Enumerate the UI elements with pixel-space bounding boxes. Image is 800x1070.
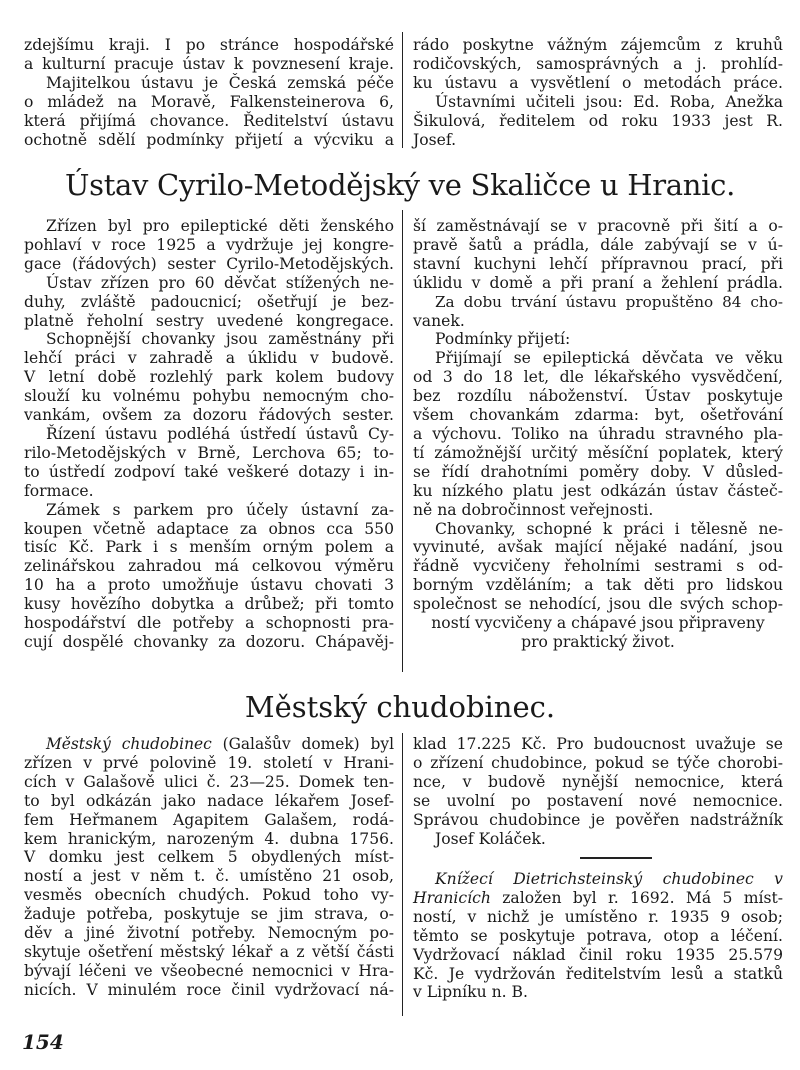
section-title: Městský chudobinec. [244, 690, 556, 724]
text-line: slouží ku volnému pohybu nemocným cho- [24, 387, 394, 406]
text-line: od 3 do 18 let, dle lékařského vysvědčení, [413, 368, 783, 387]
text-line: cích v Galašově ulici č. 23—25. Domek ten- [24, 772, 394, 791]
text-line: společnost se nehodící, jsou dle svých schop- [413, 595, 783, 614]
text-line: bez rozdílu náboženství. Ústav poskytuje [413, 387, 783, 406]
section2-right-column [413, 735, 783, 848]
text-line: Kč. Je vydržován ředitelstvím lesů a statků [413, 964, 783, 983]
separator-rule [580, 857, 652, 859]
text-line: vanek. [413, 311, 465, 330]
text-fragment: (Galašův domek) byl [211, 735, 394, 753]
page-number: 154 [22, 1030, 64, 1054]
top-right-column [413, 36, 783, 149]
text-line: duhy, zvláště padoucnicí; ošetřují je bez- [24, 292, 394, 311]
text-line: Josef. [413, 130, 457, 149]
text-line: všem chovankám zdarma: byt, ošetřování [413, 406, 783, 425]
text-line: skytuje ošetření městský lékař a z větší části [24, 942, 394, 961]
text-line: vesměs obecních chudých. Pokud toho vy- [24, 886, 394, 905]
text-line: platně řeholní sestry uvedené kongregace. [24, 311, 394, 330]
column-divider [402, 210, 403, 672]
text-line: řádně vycvičeny řeholními sestrami s od- [413, 557, 783, 576]
text-line: V domku jest celkem 5 obydlených míst- [24, 848, 394, 867]
text-line: kusy hovězího dobytka a drůbež; při tomto [24, 595, 394, 614]
text-fragment: založen byl r. 1692. Má 5 míst- [490, 888, 783, 907]
text-line: zelinářskou zahradou má celkovou výměru [24, 557, 394, 576]
text-line: to ústředí zodpoví také veškeré dotazy i in- [24, 462, 394, 481]
text-line: rilo-Metodějských v Brně, Lerchova 65; to- [24, 443, 394, 462]
text-line: Majitelkou ústavu je Česká zemská péče [46, 73, 394, 92]
text-line: ší zaměstnávají se v pracovně při šití a o- [413, 217, 783, 235]
column-divider-top [402, 32, 403, 148]
text-line: Knížecí Dietrichsteinský chudobinec v [435, 870, 783, 888]
text-line: Zámek s parkem pro účely ústavní za- [46, 500, 394, 519]
text-line: ku nízkého platu jest odkázán ústav částeč- [413, 481, 783, 500]
text-line: Ústavními učiteli jsou: Ed. Roba, Anežka [435, 92, 783, 111]
text-line: nicích. V minulém roce činil vydržovací ná- [24, 980, 394, 999]
text-line: Šikulová, ředitelem od roku 1933 jest R. [413, 111, 783, 130]
text-line: to byl odkázán jako nadace lékařem Josef- [24, 791, 394, 810]
text-line: rádo poskytne vážným zájemcům z kruhů [413, 36, 783, 54]
text-line: se řídí drahotními poměry doby. V důsled- [413, 462, 783, 481]
text-line: pro praktický život. [521, 632, 675, 651]
text-line: formace. [24, 481, 94, 500]
section2-left-column [24, 735, 394, 1000]
text-line: nce, v budově nynější nemocnice, která [413, 772, 783, 791]
text-line: ně na dobročinnost veřejnosti. [413, 500, 654, 519]
text-line: žaduje potřeba, poskytuje se jim strava, o- [24, 905, 394, 924]
text-line: ností a jest v něm t. č. umístěno 21 osob, [24, 867, 394, 886]
text-line: zřízen v prvé polovině 19. století v Hrani- [24, 753, 394, 772]
text-line: těmto se poskytuje potrava, otop a léčení. [413, 926, 783, 945]
text-line: o mládež na Moravě, Falkensteinerova 6, [24, 92, 394, 111]
text-line: Za dobu trvání ústavu propuštěno 84 cho- [435, 292, 783, 311]
text-line: Chovanky, schopné k práci i tělesně ne- [435, 519, 783, 538]
text-line: kem hranickým, narozeným 4. dubna 1756. [24, 829, 394, 848]
text-line: Podmínky přijetí: [435, 330, 571, 349]
text-line: V letní době rozlehlý park kolem budovy [24, 368, 394, 387]
text-line: Správou chudobince je pověřen nadstrážník [413, 810, 783, 829]
text-line: Zřízen byl pro epileptické děti ženského [46, 217, 394, 235]
text-line: o zřízení chudobince, pokud se týče chorobi- [413, 753, 783, 772]
text-line [24, 735, 394, 754]
text-line: stavní kuchyni lehčí přípravnou prací, při [413, 254, 783, 273]
text-line: vyvinuté, avšak mající nějaké nadání, jsou [413, 538, 783, 557]
text-line: vankám, ovšem za dozoru řádových sester. [24, 406, 394, 425]
text-line: koupen včetně adaptace za obnos cca 550 [24, 519, 394, 538]
text-line: Vydržovací náklad činil roku 1935 25.579 [413, 945, 783, 964]
text-line: Schopnější chovanky jsou zaměstnány při [46, 330, 394, 349]
text-line: ností, v nichž je umístěno r. 1935 9 osob; [413, 907, 783, 926]
text-line: cují dospělé chovanky za dozoru. Chápavěj- [24, 632, 394, 651]
text-line: ochotně sdělí podmínky přijetí a výcviku a [24, 130, 394, 149]
text-line: ností vycvičeny a chápavé jsou připraveny [431, 614, 765, 633]
text-line: gace (řádových) sester Cyrilo-Metodějských. [24, 254, 394, 273]
text-line: borným vzděláním; a tak děti pro lidskou [413, 576, 783, 595]
italic-term: Městský chudobinec [46, 735, 212, 753]
text-line: Řízení ústavu podléhá ústředí ústavů Cy- [46, 424, 394, 443]
text-line: Ústav zřízen pro 60 děvčat stížených ne- [46, 273, 394, 292]
text-line: hospodářství dle potřeby a schopnosti pra- [24, 614, 394, 633]
text-line: pohlaví v roce 1925 a vydržuje jej kongre- [24, 235, 394, 254]
text-line: ku ústavu a vysvětlení o metodách práce. [413, 73, 783, 92]
text-line: lehčí práci v zahradě a úklidu v budově. [24, 349, 394, 368]
text-line: fem Heřmanem Agapitem Galašem, rodá- [24, 810, 394, 829]
section-title: Ústav Cyrilo-Metodějský ve Skaličce u Hranic. [64, 168, 735, 202]
text-line: která přijímá chovance. Ředitelství ústavu [24, 111, 394, 130]
section1-right-column [413, 217, 783, 652]
text-line: tí zámožnější určitý měsíční poplatek, který [413, 443, 783, 462]
text-line: rodičovských, samosprávných a j. prohlíd- [413, 54, 783, 73]
text-line: v Lipníku n. B. [413, 983, 528, 1002]
text-line: úklidu v domě a při praní a žehlení prádla. [413, 273, 783, 292]
italic-term: Hranicích [413, 888, 491, 907]
text-line: tisíc Kč. Park i s menším orným polem a [24, 538, 394, 557]
text-line: pravě šatů a prádla, dále zabývají se v ú- [413, 235, 783, 254]
text-line: zdejšímu kraji. I po stránce hospodářské [24, 36, 394, 54]
section1-left-column [24, 217, 394, 652]
text-line: a kulturní pracuje ústav k povznesení kraje. [24, 54, 394, 73]
text-line: klad 17.225 Kč. Pro budoucnost uvažuje se [413, 735, 783, 753]
text-line: se uvolní po postavení nové nemocnice. [413, 791, 783, 810]
text-line: a výchovu. Toliko na úhradu stravného pla- [413, 424, 783, 443]
top-left-column [24, 36, 394, 149]
text-line: Přijímají se epileptická děvčata ve věku [435, 349, 783, 368]
note-paragraph [413, 870, 783, 1002]
text-line: děv a jiné životní potřeby. Nemocným po- [24, 924, 394, 943]
text-line: bývají léčeni ve všeobecné nemocnici v Hra- [24, 961, 394, 980]
text-line: Josef Koláček. [435, 829, 546, 848]
text-line [413, 889, 783, 908]
column-divider [402, 733, 403, 1016]
text-line: 10 ha a proto umožňuje ústavu chovati 3 [24, 576, 394, 595]
